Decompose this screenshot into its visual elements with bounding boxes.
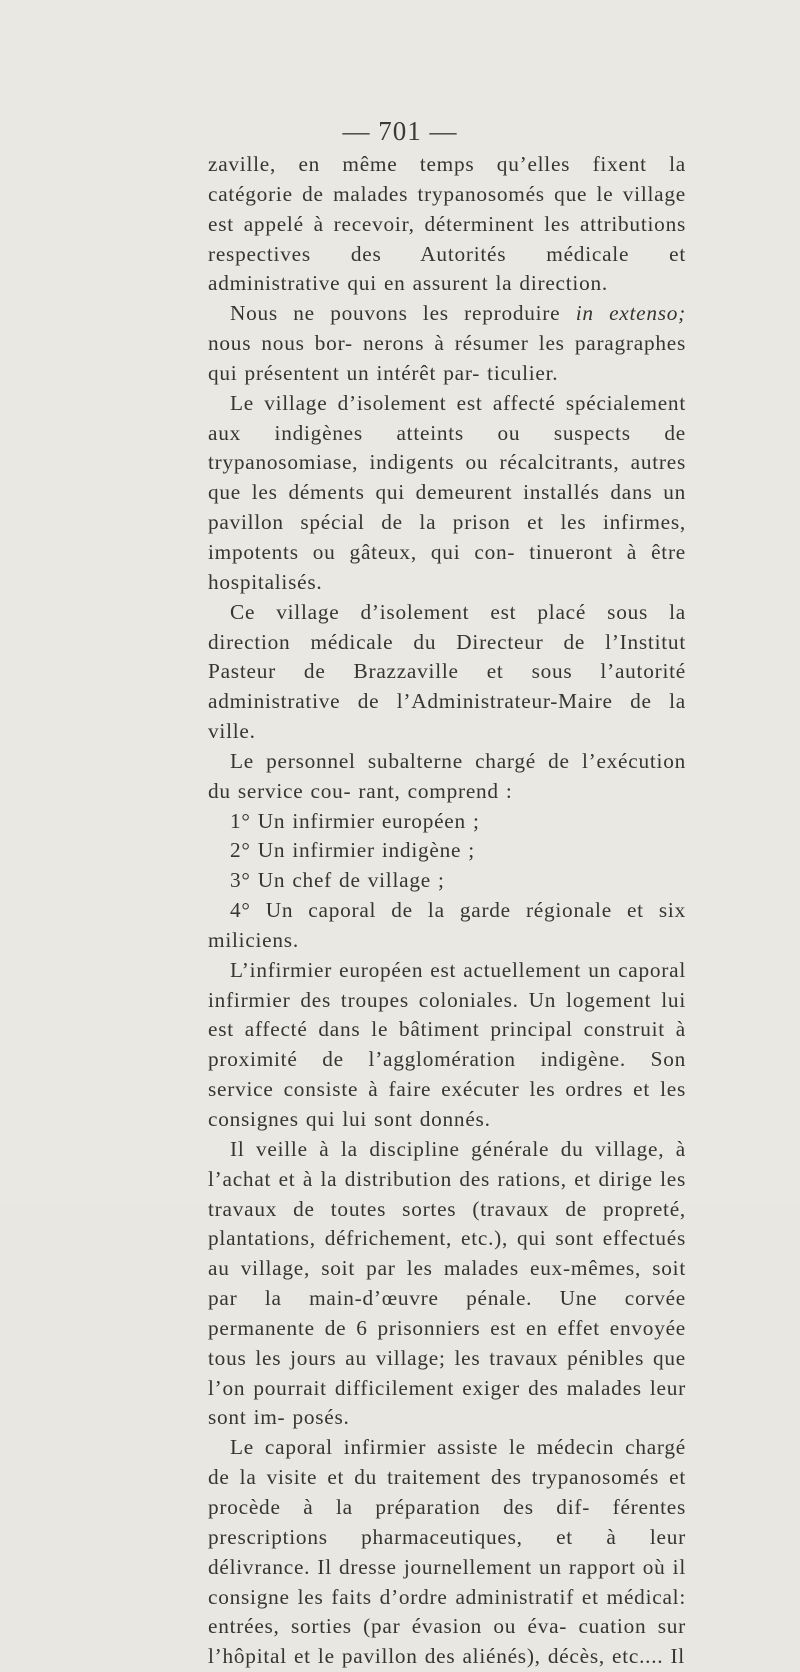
paragraph-2 [208,299,686,389]
list-item: 4° Un caporal de la garde régionale et six miliciens. [208,898,686,952]
paragraph-8: Le caporal infirmier assiste le médecin chargé de la visite et du traitement des trypanosomés et procède à la préparation des dif- férentes prescriptions pharmaceutiques, et à leur délivrance. Il dresse journellement un rapport où il consigne les faits d’ordre administratif et médical: entrées, sorties (par évasion ou éva- cuation sur l’hôpital et le pavillon des aliénés), décès, etc.... Il [208,1435,686,1669]
paragraph-7: Il veille à la discipline générale du village, à l’achat et à la distribution des rations, et dirige les travaux de toutes sortes (travaux de propreté, plantations, défrichement, etc.), qui sont effectués au village, soit par les malades eux-mêmes, soit par la main-d’œuvre pénale. Une corvée permanente de 6 prisonniers est en effet envoyée tous les jours au village; les travaux pénibles que l’on pourrait difficilement exiger des malades leur sont im- posés. [208,1136,686,1430]
paragraph-2-start: Nous ne pouvons les reproduire [230,301,561,326]
page-number: — 701 — [342,116,458,146]
latin-phrase: in extenso; [575,301,687,326]
paragraph-4: Ce village d’isolement est placé sous la direction médicale du Directeur de l’Institut Pasteur de Brazzaville et sous l’autorité administrative de l’Administrateur-Maire de la ville. [208,599,686,744]
paragraph-6: L’infirmier européen est actuellement un caporal infirmier des troupes coloniales. Un logement lui est affecté dans le bâtiment principal construit à proximité de l’agglomération indigène. Son service consiste à faire exécuter les ordres et les consignes qui lui sont donnés. [208,957,686,1131]
body-text [208,150,686,1672]
list-item: 2° Un infirmier indigène ; [230,838,475,863]
paragraph-1: zaville, en même temps qu’elles fixent la catégorie de malades trypanosomés que le village est appelé à recevoir, déterminent les attributions respectives des Autorités médicale et administrative qui en assurent la direction. [208,152,686,296]
paragraph-2-end: nous nous bor- nerons à résumer les paragraphes qui présentent un intérêt par- ticulier. [208,331,686,385]
paragraph-5: Le personnel subalterne chargé de l’exécution du service cou- rant, comprend : [208,748,686,803]
paragraph-3: Le village d’isolement est affecté spécialement aux indigènes atteints ou suspects de trypanosomiase, indigents ou récalcitrants, autres que les déments qui demeurent installés dans un pavillon spécial de la prison et les infirmes, impotents ou gâteux, qui con- tinueront à être hospitalisés. [208,390,686,594]
list-item: 3° Un chef de village ; [230,868,445,893]
list-item: 1° Un infirmier européen ; [230,808,480,833]
